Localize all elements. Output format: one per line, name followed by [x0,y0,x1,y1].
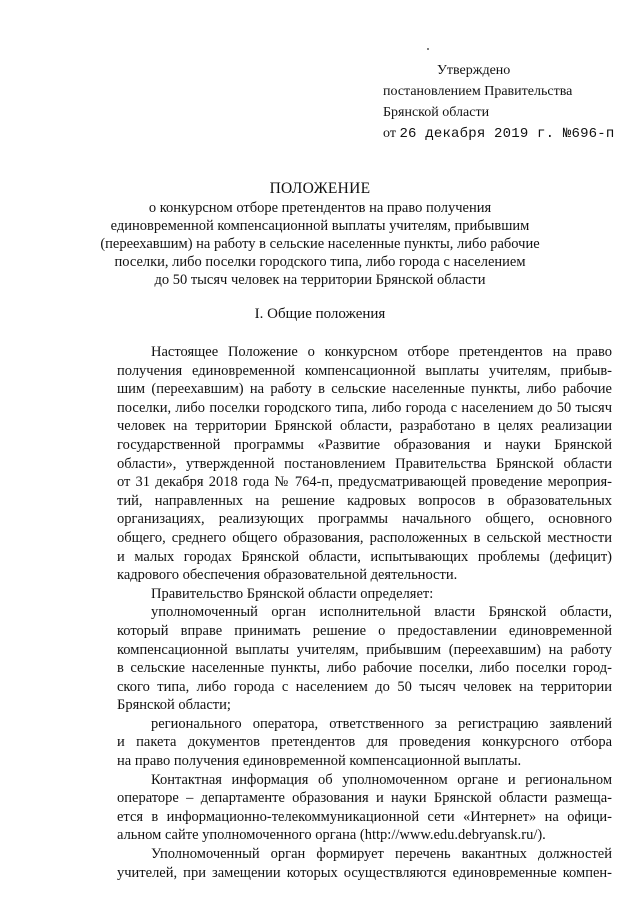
body-line: государственной программы «Развитие образования и науки Брянской [117,436,612,453]
body-line: тий, направленных на решение кадровых вопросов в образовательных [117,492,612,509]
approval-line-resolution: постановлением Правительства [383,84,573,99]
body-line: и малых городах Брянской области, испытывающих проблемы (дефицит) [117,548,612,565]
body-line: Контактная информация об уполномоченном органе и региональном [151,771,612,788]
document-title-line: (переехавшим) на работу в сельские населенные пункты, либо рабочие [100,236,540,252]
body-line: организациях, реализующих программы начального общего, основного [117,511,612,528]
body-line: регионального оператора, ответственного за регистрацию заявлений [151,715,612,732]
body-line: области», утвержденной постановлением Правительства Брянской области [117,455,612,472]
approval-line-approved: Утверждено [437,63,511,78]
document-title-line: до 50 тысяч человек на территории Брянской области [154,272,486,288]
body-line: уполномоченный орган исполнительной власти Брянской области, [151,604,612,621]
body-line: шим (переехавшим) на работу в сельские населенные пункты, либо рабочие [117,381,612,398]
body-line: в сельские населенные пункты, либо рабочие поселки, либо поселки город- [117,660,612,677]
document-title-line: о конкурсном отборе претендентов на право получения [148,200,492,216]
approval-stamp [383,60,614,145]
body-line: человек на территории Брянской области, разработано в целях реализации [117,418,612,435]
body-line: ского типа, либо города с населением до 50 тысяч человек на территории [117,678,612,695]
approval-line-region: Брянской области [383,105,490,120]
body-line: получения единовременной компенсационной выплаты учителям, прибыв- [117,362,612,379]
body-line: альном сайте уполномоченного органа (http://www.edu.debryansk.ru/). [117,827,546,844]
body-line: который вправе принимать решение о предоставлении единовременной [117,622,612,639]
body-line: общего, среднего общего образования, расположенных в сельской местности [117,529,612,546]
scan-speck [427,48,429,50]
body-line: Уполномоченный орган формирует перечень вакантных должностей [151,846,612,863]
body-line: Настоящее Положение о конкурсном отборе претендентов на право [151,344,612,360]
body-line: от 31 декабря 2018 года № 764-п, предусматривающей проведение мероприя- [117,474,612,491]
body-line: поселки, либо поселки городского типа, либо города с населением до 50 тысяч [117,399,612,416]
body-line: операторе – департаменте образования и науки Брянской области размеща- [117,790,612,807]
body-line: компенсационной выплаты учителям, прибывшим (переехавшим) на работу [117,641,612,658]
body-line: учителей, при замещении которых осуществляются единовременные компен- [117,864,612,881]
document-body [117,343,612,882]
body-line: и пакета документов претендентов для проведения конкурсного отбора [117,734,612,751]
body-line: Брянской области; [117,697,231,714]
body-line: на право получения единовременной компенсационной выплаты. [117,753,522,770]
body-line: ется в информационно-телекоммуникационной сети «Интернет» на офици- [117,808,612,825]
body-line: Правительство Брянской области определяет: [151,585,434,602]
document-title [0,180,640,289]
document-title-main: ПОЛОЖЕНИЕ [269,180,371,197]
document-title-line: единовременной компенсационной выплаты учителям, прибывшим [110,218,530,234]
approval-date-value: 26 декабря 2019 г. №696-п [399,126,615,142]
body-line: кадрового обеспечения образовательной деятельности. [117,567,458,584]
approval-date-prefix: от [383,126,396,141]
approval-line-date [383,123,614,145]
document-title-line: поселки, либо поселки городского типа, либо города с населением [114,254,526,270]
section-heading: I. Общие положения [254,306,386,322]
